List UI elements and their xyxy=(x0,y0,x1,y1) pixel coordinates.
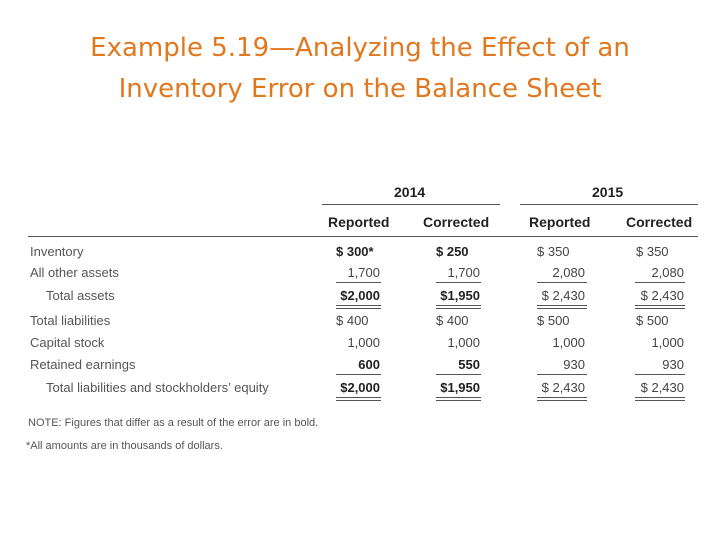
total-rule-6b xyxy=(436,400,481,401)
row-label-all-other-assets: All other assets xyxy=(30,265,119,280)
cell-other-assets-2015-corrected: 2,080 xyxy=(651,265,684,280)
row-label-total-liabilities: Total liabilities xyxy=(30,313,111,328)
col-header-2015-corrected: Corrected xyxy=(626,214,693,230)
cell-retained-earnings-2014-corrected: 550 xyxy=(458,357,480,372)
cell-total-liabilities-2014-reported: $ 400 xyxy=(336,313,369,328)
cell-total-assets-2015-corrected: $ 2,430 xyxy=(640,288,684,303)
cell-inventory-2015-corrected: $ 350 xyxy=(636,244,669,259)
subtotal-rule-2 xyxy=(436,282,481,283)
col-header-2014-corrected: Corrected xyxy=(423,214,490,230)
cell-retained-earnings-2014-reported: 600 xyxy=(358,357,380,372)
cell-other-assets-2015-reported: 2,080 xyxy=(552,265,585,280)
total-rule-3a xyxy=(537,305,587,306)
row-label-inventory: Inventory xyxy=(30,244,84,259)
subtotal-rule-4 xyxy=(635,282,685,283)
subtotal-rule-1 xyxy=(336,282,381,283)
subtotal-rule-6 xyxy=(436,374,481,375)
total-rule-2a xyxy=(436,305,481,306)
subtotal-rule-8 xyxy=(635,374,685,375)
total-rule-4b xyxy=(635,308,685,309)
title-line-2: Inventory Error on the Balance Sheet xyxy=(118,74,602,104)
footnote-bold-figures: NOTE: Figures that differ as a result of the error are in bold. xyxy=(28,417,319,429)
total-rule-7a xyxy=(537,397,587,398)
total-rule-4a xyxy=(635,305,685,306)
subtotal-rule-3 xyxy=(537,282,587,283)
year-header-2015: 2015 xyxy=(592,184,624,200)
cell-inventory-2015-reported: $ 350 xyxy=(537,244,570,259)
footnote-thousands: *All amounts are in thousands of dollars. xyxy=(26,440,223,452)
header-rule xyxy=(28,236,698,237)
year-header-2014: 2014 xyxy=(394,184,426,200)
title-line-1: Example 5.19—Analyzing the Effect of an xyxy=(90,33,630,63)
cell-total-le-2015-corrected: $ 2,430 xyxy=(640,380,684,395)
total-rule-5b xyxy=(336,400,381,401)
cell-total-liabilities-2014-corrected: $ 400 xyxy=(436,313,469,328)
row-label-capital-stock: Capital stock xyxy=(30,335,105,350)
total-rule-8b xyxy=(635,400,685,401)
cell-total-assets-2014-reported: $2,000 xyxy=(340,288,380,303)
total-rule-1b xyxy=(336,308,381,309)
total-rule-8a xyxy=(635,397,685,398)
cell-inventory-2014-corrected: $ 250 xyxy=(436,244,469,259)
total-rule-7b xyxy=(537,400,587,401)
subtotal-rule-7 xyxy=(537,374,587,375)
col-header-2014-reported: Reported xyxy=(328,214,390,230)
row-label-total-assets: Total assets xyxy=(46,288,115,303)
cell-total-assets-2015-reported: $ 2,430 xyxy=(541,288,585,303)
year-2015-rule xyxy=(520,204,698,205)
cell-retained-earnings-2015-corrected: 930 xyxy=(662,357,684,372)
subtotal-rule-5 xyxy=(336,374,381,375)
total-rule-6a xyxy=(436,397,481,398)
row-label-total-liabilities-and-equity: Total liabilities and stockholders’ equity xyxy=(46,380,269,395)
cell-capital-stock-2015-reported: 1,000 xyxy=(552,335,585,350)
cell-capital-stock-2014-reported: 1,000 xyxy=(347,335,380,350)
cell-total-le-2015-reported: $ 2,430 xyxy=(541,380,585,395)
total-rule-5a xyxy=(336,397,381,398)
cell-retained-earnings-2015-reported: 930 xyxy=(563,357,585,372)
col-header-2015-reported: Reported xyxy=(529,214,591,230)
cell-total-liabilities-2015-corrected: $ 500 xyxy=(636,313,669,328)
cell-capital-stock-2014-corrected: 1,000 xyxy=(447,335,480,350)
cell-other-assets-2014-corrected: 1,700 xyxy=(447,265,480,280)
cell-inventory-2014-reported: $ 300* xyxy=(336,244,374,259)
row-label-retained-earnings: Retained earnings xyxy=(30,357,136,372)
cell-total-le-2014-reported: $2,000 xyxy=(340,380,380,395)
cell-total-assets-2014-corrected: $1,950 xyxy=(440,288,480,303)
total-rule-1a xyxy=(336,305,381,306)
cell-total-le-2014-corrected: $1,950 xyxy=(440,380,480,395)
total-rule-2b xyxy=(436,308,481,309)
cell-total-liabilities-2015-reported: $ 500 xyxy=(537,313,570,328)
cell-capital-stock-2015-corrected: 1,000 xyxy=(651,335,684,350)
total-rule-3b xyxy=(537,308,587,309)
year-2014-rule xyxy=(322,204,500,205)
cell-other-assets-2014-reported: 1,700 xyxy=(347,265,380,280)
